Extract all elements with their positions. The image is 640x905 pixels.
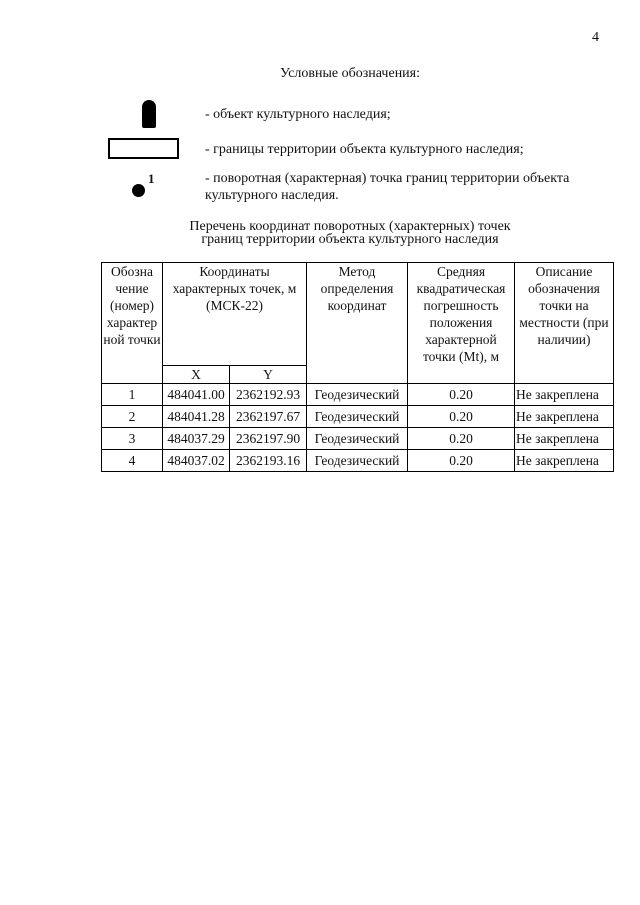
legend-item-text: - границы территории объекта культурного наследия;	[205, 142, 524, 157]
cell-description: Не закреплена	[515, 428, 614, 450]
cell-x: 484041.00	[163, 384, 230, 406]
heritage-object-icon	[142, 100, 156, 128]
cell-method: Геодезический	[307, 450, 408, 472]
cell-method: Геодезический	[307, 384, 408, 406]
turning-point-icon	[132, 184, 145, 197]
cell-x: 484037.02	[163, 450, 230, 472]
coordinates-table	[101, 262, 614, 472]
table-row	[102, 384, 614, 406]
cell-error: 0.20	[408, 384, 515, 406]
cell-y: 2362197.90	[230, 428, 307, 450]
header-y: Y	[230, 366, 307, 384]
cell-error: 0.20	[408, 450, 515, 472]
cell-num: 2	[102, 406, 163, 428]
header-description: Описание обозначения точки на местности (при наличии)	[515, 263, 614, 384]
coordinates-list-title	[0, 220, 640, 246]
list-title-line-2: границ территории объекта культурного наследия	[201, 232, 499, 247]
cell-num: 3	[102, 428, 163, 450]
header-coordinates: Координаты характерных точек, м (МСК-22)	[163, 263, 307, 366]
table-row	[102, 428, 614, 450]
cell-num: 1	[102, 384, 163, 406]
header-method: Метод определения координат	[307, 263, 408, 384]
cell-method: Геодезический	[307, 406, 408, 428]
legend-item-text: - объект культурного наследия;	[205, 107, 391, 122]
boundary-rectangle-icon	[108, 138, 179, 159]
legend-item-text: - поворотная (характерная) точка границ территории объекта культурного наследия.	[205, 171, 570, 203]
table-row	[102, 406, 614, 428]
cell-y: 2362193.16	[230, 450, 307, 472]
header-x: X	[163, 366, 230, 384]
cell-description: Не закреплена	[515, 450, 614, 472]
cell-y: 2362192.93	[230, 384, 307, 406]
legend-title: Условные обозначения:	[279, 66, 421, 81]
turning-point-marker-label: 1	[148, 171, 155, 186]
legend-item-turning-point	[100, 170, 620, 206]
page-number: 4	[592, 30, 599, 45]
list-title-line-1: Перечень координат поворотных (характерных) точек	[189, 219, 511, 234]
cell-description: Не закреплена	[515, 384, 614, 406]
header-error: Средняя квадратическая погрешность положения характерной точки (Mt), м	[408, 263, 515, 384]
header-designation: Обозна чение (номер) характер ной точки	[102, 263, 163, 384]
cell-method: Геодезический	[307, 428, 408, 450]
legend-item-boundary	[100, 138, 620, 162]
cell-num: 4	[102, 450, 163, 472]
cell-error: 0.20	[408, 406, 515, 428]
cell-y: 2362197.67	[230, 406, 307, 428]
cell-description: Не закреплена	[515, 406, 614, 428]
cell-x: 484041.28	[163, 406, 230, 428]
cell-x: 484037.29	[163, 428, 230, 450]
cell-error: 0.20	[408, 428, 515, 450]
legend-item-heritage	[100, 100, 620, 130]
table-row	[102, 450, 614, 472]
